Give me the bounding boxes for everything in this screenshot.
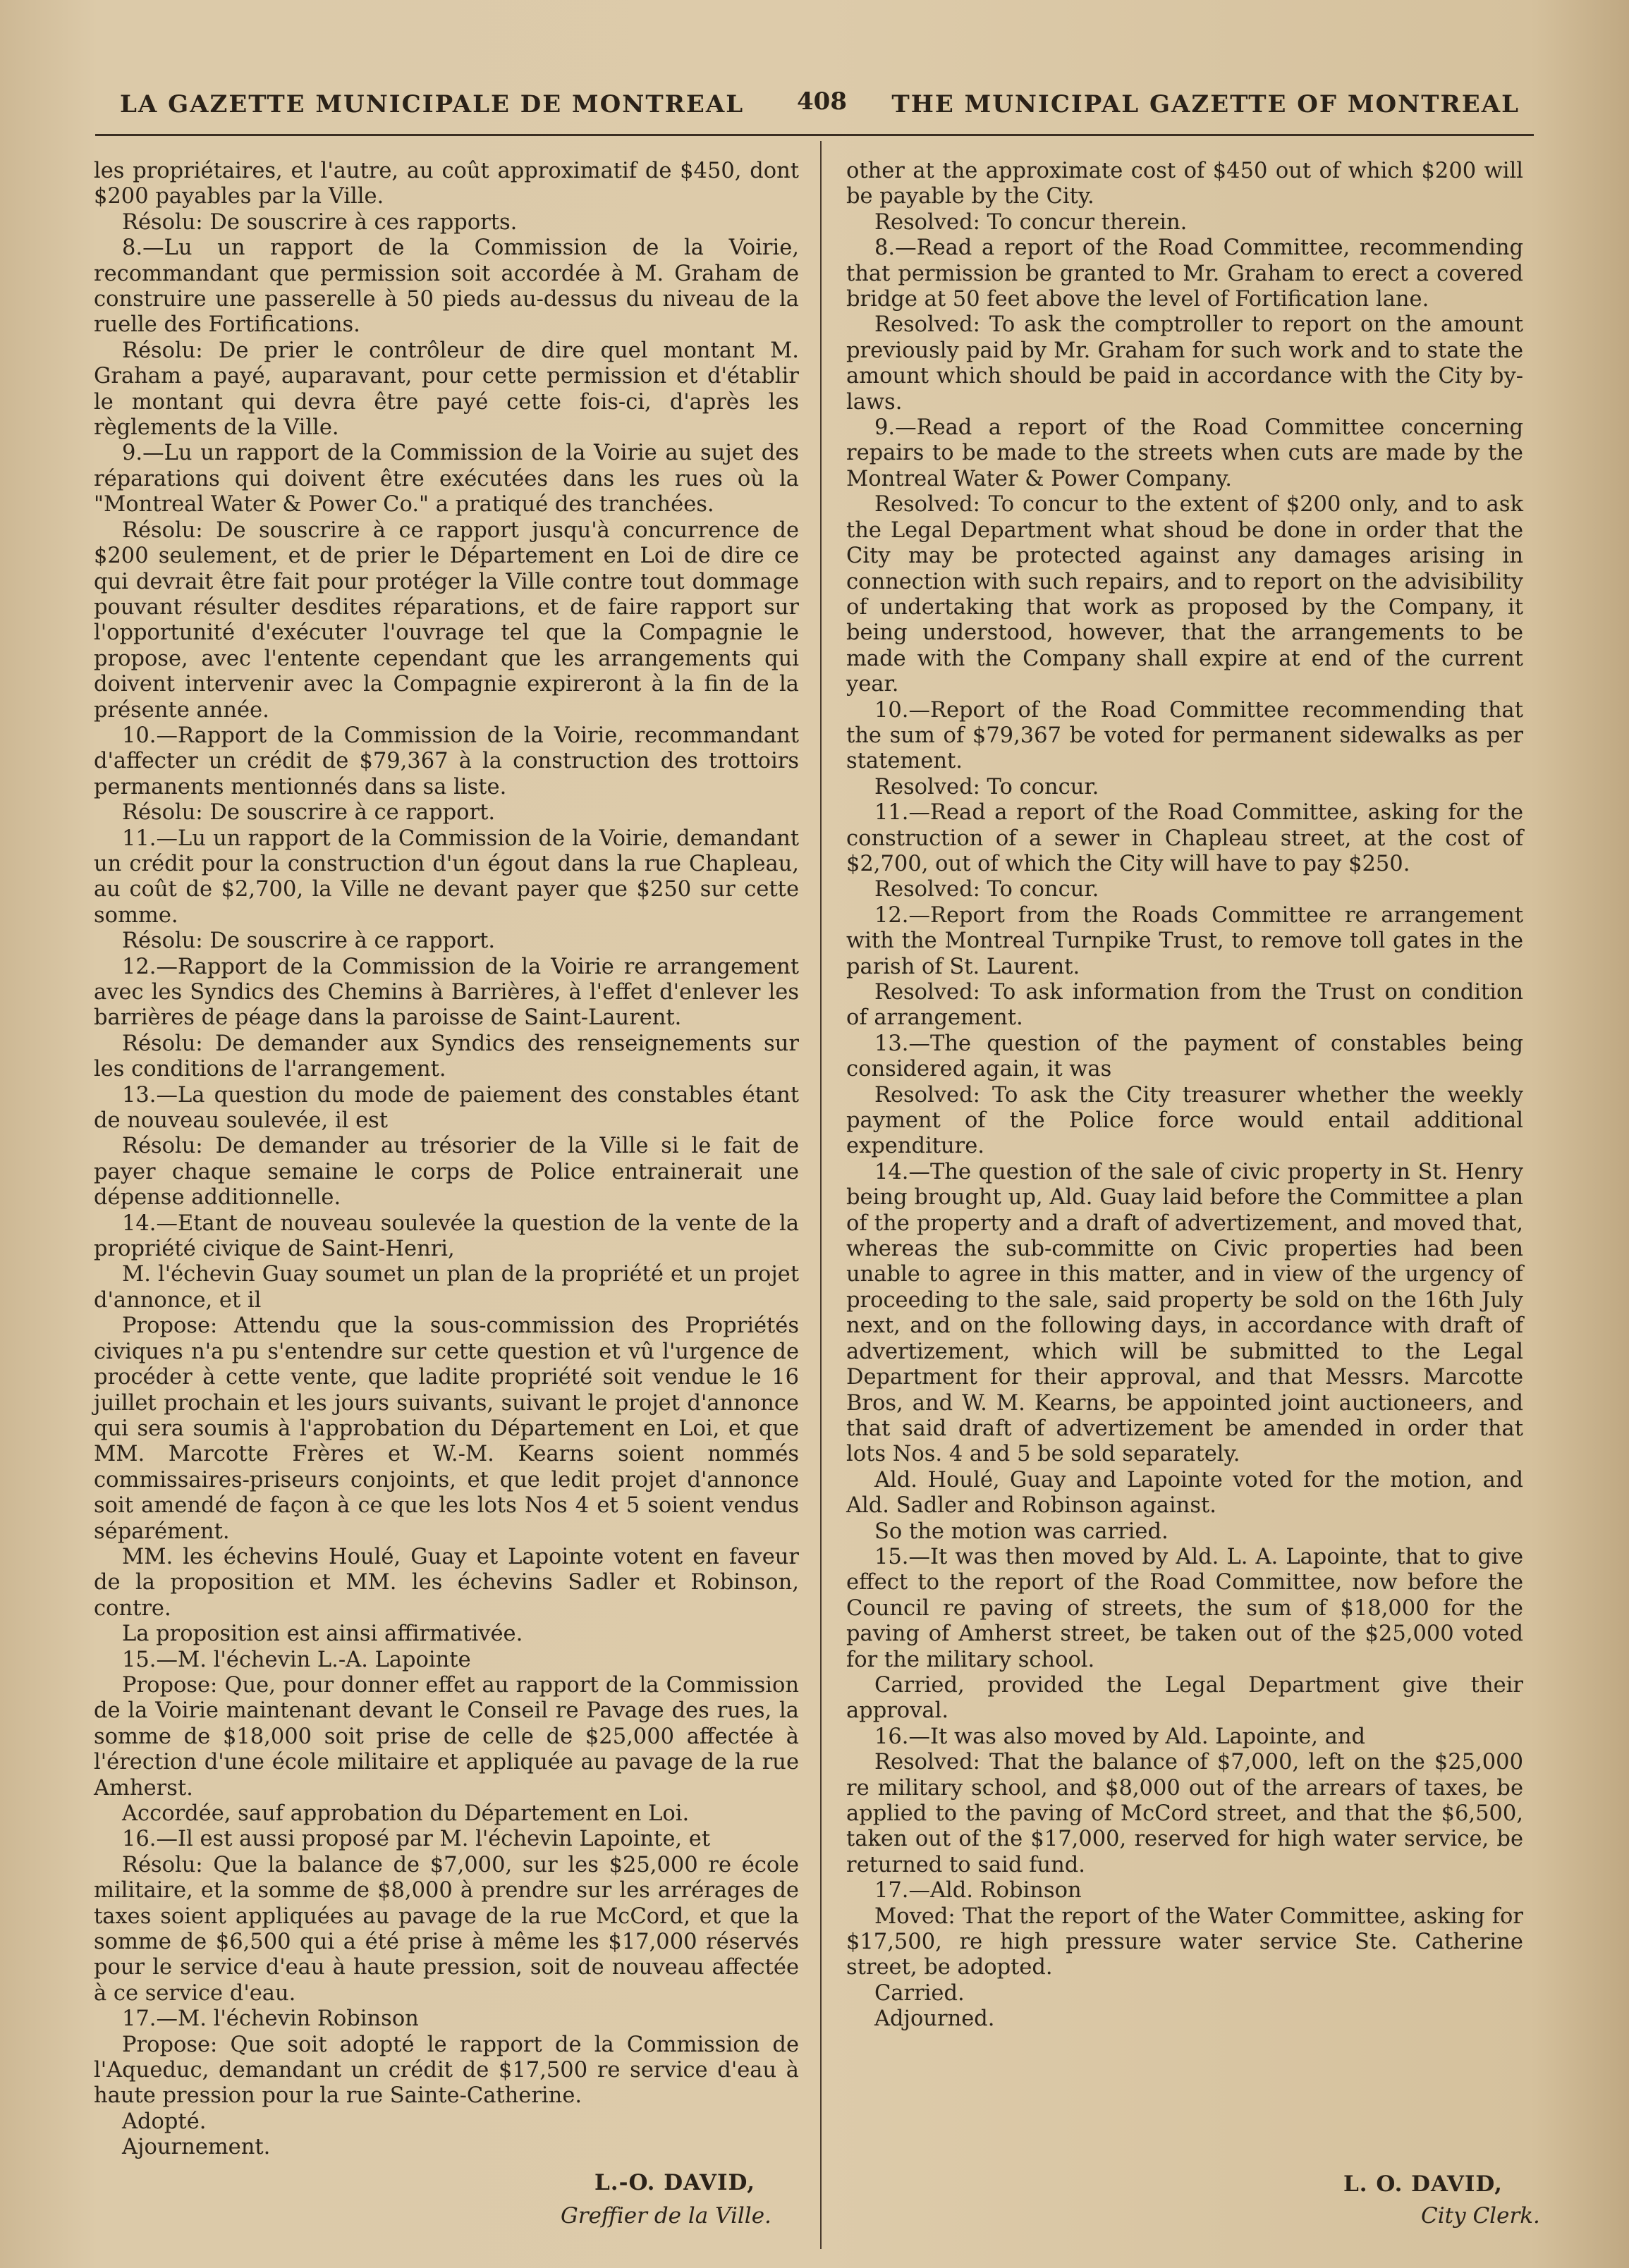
header-english-title: THE MUNICIPAL GAZETTE OF MONTREAL [891,90,1520,118]
paragraph: Propose: Attendu que la sous-commission des Propriétés civiques n'a pu s'entendre sur cette question et vû l'urgence de procéder à cette vente, que ladite propriété soit vendue le 16 juillet prochain et les jours suivants, suivant le projet d'annonce qui sera soumis à l'approbation du Département en Loi, et que MM. Marcotte Frères et W.-M. Kearns soient nommés commissaires-priseurs conjoints, et que ledit projet d'annonce soit amendé de façon à ce que les lots Nos 4 et 5 soient vendus séparément. [94,1313,799,1544]
paragraph: 15.—M. l'échevin L.-A. Lapointe [122,1647,471,1672]
paragraph: Résolu: De prier le contrôleur de dire quel montant M. Graham a payé, auparavant, pour cette permission et d'établir le montant qui devra être payé cette fois-ci, d'après les règlements de la Ville. [94,338,799,441]
paragraph: Resolved: To concur to the extent of $200 only, and to ask the Legal Department what shoud be done in order that the City may be protected against any damages arising in connection with such repairs, and to report on the advisibility of undertaking that work as proposed by the Company, it being understood, however, that the arrangements to be made with the Company shall expire at end of the current year. [846,492,1523,697]
paragraph: 12.—Report from the Roads Committee re arrangement with the Montreal Turnpike Trust, to remove toll gates in the parish of St. Laurent. [846,902,1523,979]
paragraph: other at the approximate cost of $450 out of which $200 will be payable by the City. [846,159,1523,209]
paragraph: Résolu: De souscrire à ce rapport jusqu'à concurrence de $200 seulement, et de prier le Département en Loi de dire ce qui devrait être fait pour protéger la Ville contre tout dommage pouvant résulter desdites réparations, et de faire rapport sur l'opportunité d'exécuter l'ouvrage tel que la Compagnie le propose, avec l'entente cependant que les arrangements qui doivent intervenir avec la Compagnie expireront à la fin de la présente année. [94,517,799,723]
english-signature-name: L. O. DAVID, [1343,2171,1503,2197]
paragraph: Carried. [874,1980,965,2006]
paragraph: 16.—Il est aussi proposé par M. l'échevin Lapointe, et [122,1827,711,1852]
paragraph: Accordée, sauf approbation du Département en Loi. [122,1801,690,1826]
english-column [846,159,1523,2033]
paragraph: les propriétaires, et l'autre, au coût approximatif de $450, dont $200 payables par la Ville. [94,159,799,209]
paragraph: 9.—Read a report of the Road Committee concerning repairs to be made to the streets when cuts are made by the Montreal Water & Power Company. [846,415,1523,491]
paragraph: 14.—Etant de nouveau soulevée la question de la vente de la propriété civique de Saint-Henri, [94,1210,799,1262]
paragraph: 8.—Lu un rapport de la Commission de la Voirie, recommandant que permission soit accordée à M. Graham de construire une passerelle à 50 pieds au-dessus du niveau de la ruelle des Fortifications. [94,235,799,338]
paragraph: 8.—Read a report of the Road Committee, recommending that permission be granted to Mr. Graham to erect a covered bridge at 50 feet above the level of Fortification lane. [846,235,1523,312]
paragraph: Resolved: To ask the comptroller to report on the amount previously paid by Mr. Graham for such work and to state the amount which should be paid in accordance with the City by-laws. [846,312,1523,415]
paragraph: Moved: That the report of the Water Committee, asking for $17,500, re high pressure water service Ste. Catherine street, be adopted. [846,1904,1523,1980]
paragraph: Résolu: De souscrire à ce rapport. [122,800,496,826]
french-signature-title: Greffier de la Ville. [561,2203,771,2229]
page-number: 408 [797,87,847,116]
paragraph: 11.—Lu un rapport de la Commission de la Voirie, demandant un crédit pour la construction d'un égout dans la rue Chapleau, au coût de $2,700, la Ville ne devant payer que $250 sur cette somme. [94,826,799,928]
paragraph: Resolved: That the balance of $7,000, left on the $25,000 re military school, and $8,000 out of the arrears of taxes, be applied to the paving of McCord street, and that the $6,500, taken out of the $17,000, reserved for high water service, be returned to said fund. [846,1750,1523,1877]
paragraph: So the motion was carried. [874,1519,1169,1544]
column-divider [820,141,822,2249]
paragraph: Resolved: To concur. [874,877,1099,902]
paragraph: Ajournement. [122,2135,271,2160]
paragraph: MM. les échevins Houlé, Guay et Lapointe votent en faveur de la proposition et MM. les échevins Sadler et Robinson, contre. [94,1544,799,1621]
paragraph: 17.—M. l'échevin Robinson [122,2006,419,2032]
paragraph: 17.—Ald. Robinson [874,1878,1082,1904]
paragraph: Propose: Que soit adopté le rapport de la Commission de l'Aqueduc, demandant un crédit de $17,500 re service d'eau à haute pression pour la rue Sainte-Catherine. [94,2032,799,2109]
paragraph: 14.—The question of the sale of civic property in St. Henry being brought up, Ald. Guay laid before the Committee a plan of the property and a draft of advertizement, and moved that, whereas the sub-committe on Civic properties had been unable to agree in this matter, and in view of the urgency of proceeding to the sale, said property be sold on the 16th July next, and on the following days, in accordance with draft of advertizement, which will be submitted to the Legal Department for their approval, and that Messrs. Marcotte Bros, and W. M. Kearns, be appointed joint auctioneers, and that said draft of advertizement be amended in order that lots Nos. 4 and 5 be sold separately. [846,1159,1523,1467]
french-column [94,159,799,2161]
paragraph: Résolu: De souscrire à ces rapports. [122,209,518,235]
header-rule [95,134,1534,136]
paragraph: Resolved: To ask the City treasurer whether the weekly payment of the Police force would entail additional expenditure. [846,1082,1523,1159]
paragraph: Résolu: De souscrire à ce rapport. [122,928,496,954]
header-french-title: LA GAZETTE MUNICIPALE DE MONTREAL [120,90,745,118]
paragraph: 13.—The question of the payment of constables being considered again, it was [846,1031,1523,1082]
paragraph: 9.—Lu un rapport de la Commission de la Voirie au sujet des réparations qui doivent être exécutées dans les rues où la "Montreal Water & Power Co." a pratiqué des tranchées. [94,441,799,517]
english-signature-title: City Clerk. [1421,2203,1540,2229]
paragraph: 10.—Report of the Road Committee recommending that the sum of $79,367 be voted for permanent sidewalks as per statement. [846,697,1523,774]
paragraph: 15.—It was then moved by Ald. L. A. Lapointe, that to give effect to the report of the Road Committee, now before the Council re paving of streets, the sum of $18,000 for the paving of Amherst street, be taken out of the $25,000 voted for the military school. [846,1544,1523,1672]
paragraph: Propose: Que, pour donner effet au rapport de la Commission de la Voirie maintenant devant le Conseil re Pavage des rues, la somme de $18,000 soit prise de celle de $25,000 affectée à l'érection d'une école militaire et appliquée au pavage de la rue Amherst. [94,1672,799,1801]
paragraph: Adjourned. [874,2006,995,2032]
paragraph: Résolu: Que la balance de $7,000, sur les $25,000 re école militaire, et la somme de $8,000 à prendre sur les arrérages de taxes soient appliquées au pavage de la rue McCord, et que la somme de $6,500 qui a été prise à même les $17,000 réservés pour le service d'eau à haute pression, soit de nouveau affectée à ce service d'eau. [94,1852,799,2006]
paragraph: 16.—It was also moved by Ald. Lapointe, and [874,1724,1365,1749]
page-header [120,83,1520,125]
paragraph: Carried, provided the Legal Department give their approval. [846,1672,1523,1724]
paragraph: 10.—Rapport de la Commission de la Voirie, recommandant d'affecter un crédit de $79,367 à la construction des trottoirs permanents mentionnés dans sa liste. [94,723,799,799]
paragraph: 11.—Read a report of the Road Committee, asking for the construction of a sewer in Chapleau street, at the cost of $2,700, out of which the City will have to pay $250. [846,800,1523,876]
paragraph: La proposition est ainsi affirmativée. [122,1622,523,1647]
paragraph: 13.—La question du mode de paiement des constables étant de nouveau soulevée, il est [94,1082,799,1134]
paragraph: 12.—Rapport de la Commission de la Voirie re arrangement avec les Syndics des Chemins à Barrières, à l'effet d'enlever les barrières de péage dans la paroisse de Saint-Laurent. [94,954,799,1031]
paragraph: Resolved: To concur therein. [874,209,1188,235]
paragraph: Résolu: De demander aux Syndics des renseignements sur les conditions de l'arrangement. [94,1031,799,1082]
paragraph: M. l'échevin Guay soumet un plan de la propriété et un projet d'annonce, et il [94,1262,799,1313]
paragraph: Adopté. [122,2109,207,2134]
paragraph: Ald. Houlé, Guay and Lapointe voted for the motion, and Ald. Sadler and Robinson against. [846,1467,1523,1519]
paragraph: Résolu: De demander au trésorier de la Ville si le fait de payer chaque semaine le corps de Police entrainerait une dépense additionnelle. [94,1134,799,1210]
paragraph: Resolved: To ask information from the Trust on condition of arrangement. [846,980,1523,1031]
french-signature-name: L.-O. DAVID, [594,2170,756,2195]
paragraph: Resolved: To concur. [874,774,1099,799]
